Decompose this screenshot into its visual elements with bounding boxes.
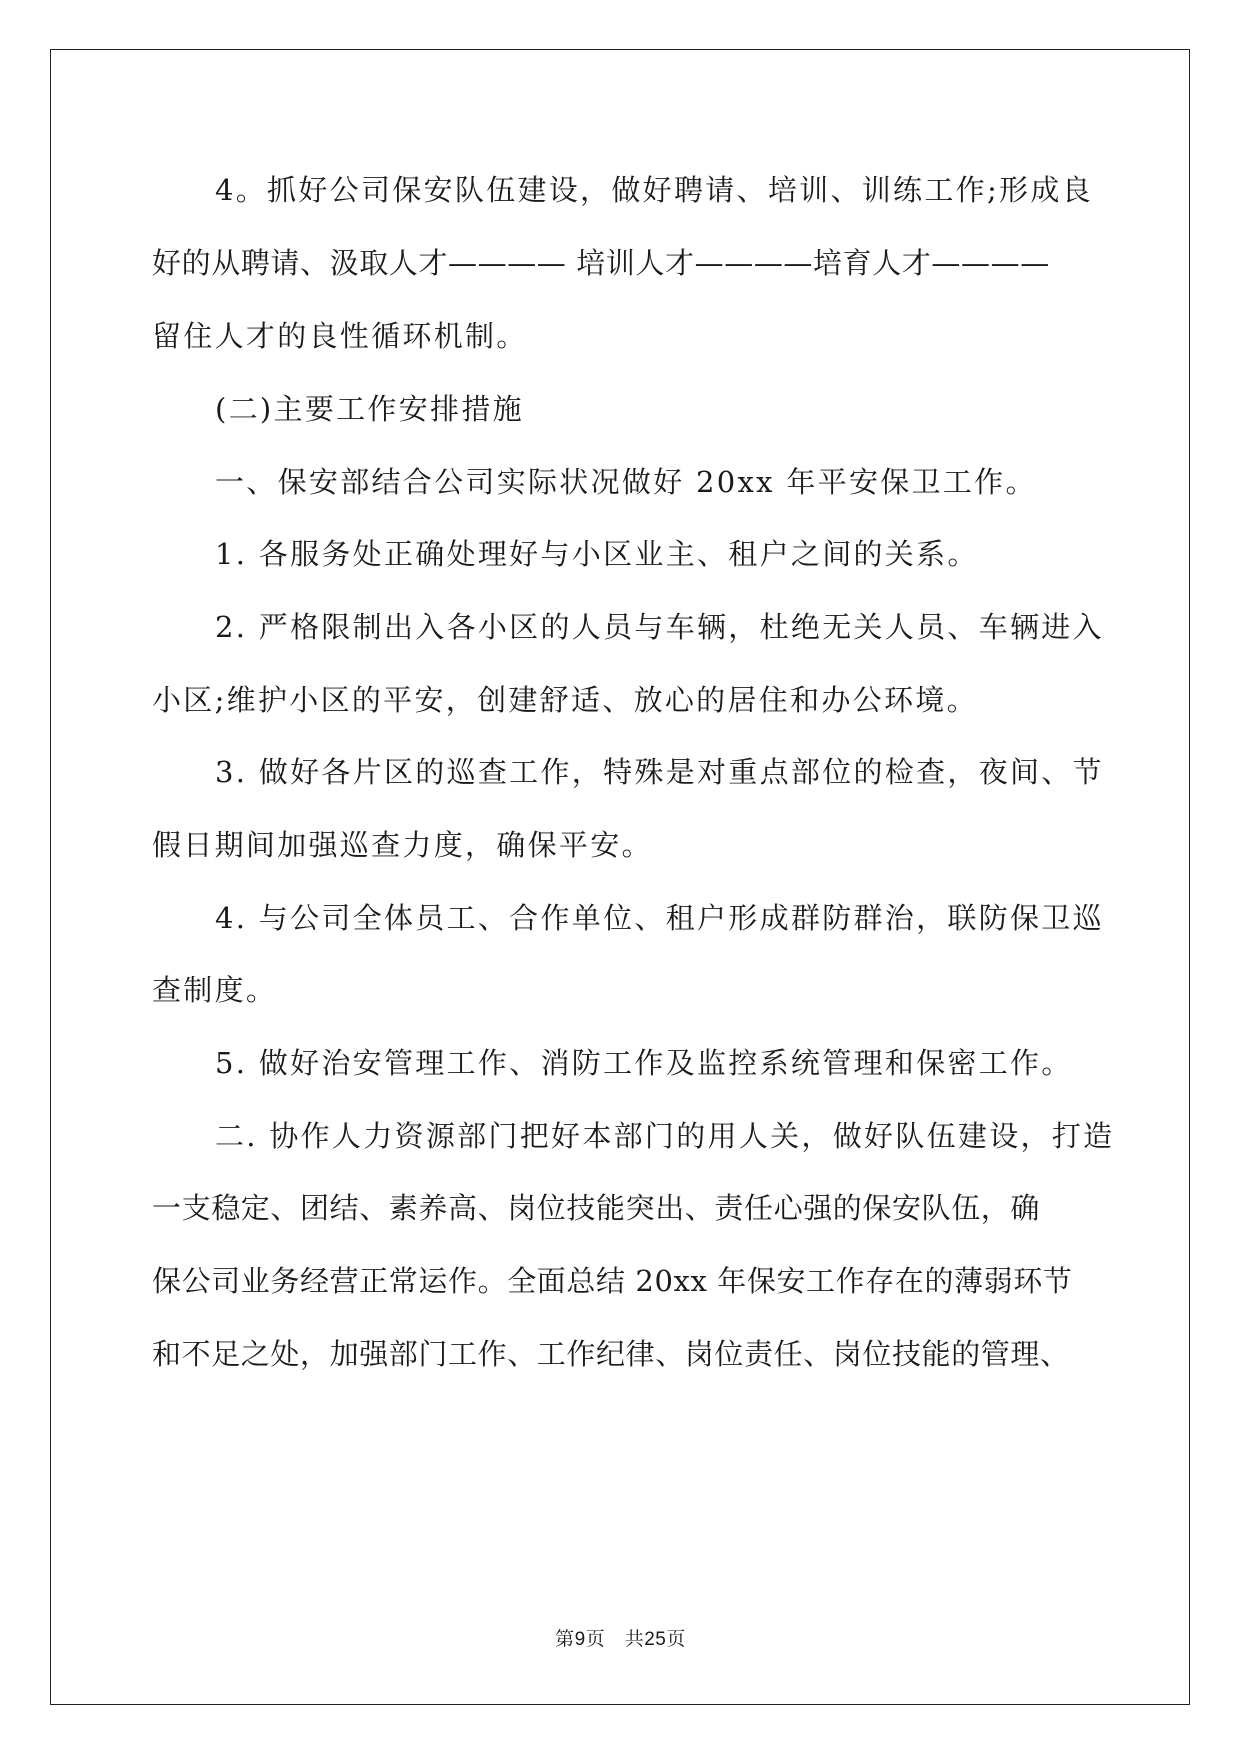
paragraph-line: 查制度。	[152, 973, 278, 1007]
paragraph-line: 3. 做好各片区的巡查工作，特殊是对重点部位的检查，夜间、节	[215, 755, 1104, 789]
current-page-number: 9	[574, 1629, 586, 1650]
paragraph-line: 5. 做好治安管理工作、消防工作及监控系统管理和保密工作。	[215, 1046, 1073, 1080]
paragraph-line: 4. 与公司全体员工、合作单位、租户形成群防群治，联防保卫巡	[215, 901, 1104, 935]
footer-prefix: 第	[555, 1628, 575, 1650]
footer-mid: 页 共	[585, 1628, 645, 1650]
paragraph-line: 好的从聘请、汲取人才———— 培训人才————培育人才————	[152, 246, 1050, 280]
page-footer	[0, 1627, 1241, 1652]
paragraph-line: 保公司业务经营正常运作。全面总结 20xx 年保安工作存在的薄弱环节	[152, 1264, 1073, 1298]
paragraph-line: 1. 各服务处正确处理好与小区业主、租户之间的关系。	[215, 537, 979, 571]
total-page-number: 25	[644, 1629, 667, 1650]
section-heading: (二)主要工作安排措施	[215, 392, 524, 426]
footer-suffix: 页	[666, 1628, 686, 1650]
paragraph-line: 4。抓好公司保安队伍建设，做好聘请、培训、训练工作;形成良	[215, 173, 1093, 207]
paragraph-line: 留住人才的良性循环机制。	[152, 319, 528, 353]
paragraph-line: 2. 严格限制出入各小区的人员与车辆，杜绝无关人员、车辆进入	[215, 610, 1104, 644]
paragraph-line: 一支稳定、团结、素养高、岗位技能突出、责任心强的保安队伍，确	[152, 1191, 1041, 1225]
paragraph-line: 小区;维护小区的平安，创建舒适、放心的居住和办公环境。	[152, 683, 978, 717]
paragraph-line: 假日期间加强巡查力度，确保平安。	[152, 828, 653, 862]
paragraph-line: 二. 协作人力资源部门把好本部门的用人关，做好队伍建设，打造	[215, 1119, 1115, 1153]
paragraph-line: 一、保安部结合公司实际状况做好 20xx 年平安保卫工作。	[215, 465, 1037, 499]
paragraph-line: 和不足之处，加强部门工作、工作纪律、岗位责任、岗位技能的管理、	[152, 1337, 1070, 1371]
page-frame	[50, 49, 1190, 1705]
